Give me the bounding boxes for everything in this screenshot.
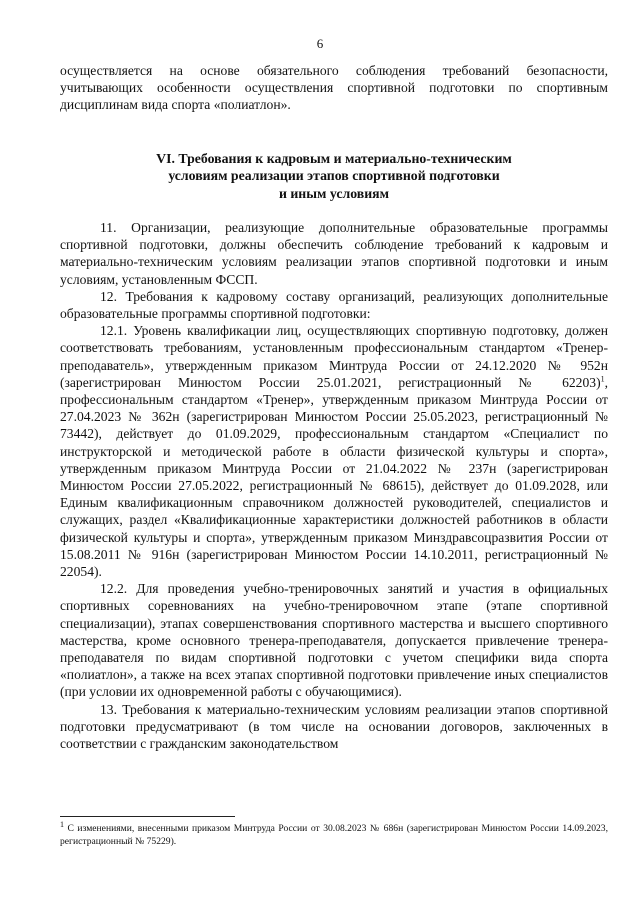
paragraph-12-1-part-1: 12.1. Уровень квалификации лиц, осуществляющих спортивную подготовку, должен соответствовать требованиям, установленным профессиональным стандартом «Тренер-преподаватель», утвержденным приказом Минтруда России от 24.12.2020 № 952н (зарегистрирован Минюстом России 25.01.2021, регистрационный № 62203) bbox=[60, 323, 608, 390]
intro-paragraph: осуществляется на основе обязательного соблюдения требований безопасности, учитывающих особенности осуществления спортивной подготовки по спортивным дисциплинам вида спорта «полиатлон». bbox=[60, 63, 608, 113]
footnote-mark: 1 bbox=[60, 819, 64, 829]
paragraph-12-2: 12.2. Для проведения учебно-тренировочных занятий и участия в официальных спортивных соревнованиях на учебно-тренировочном этапе (этапе спортивной специализации), этапах совершенствования спортивного мастерства и высшего спортивного мастерства, кроме основного тренера-преподавателя, допускается привлечение тренера-преподавателя по видам спортивной подготовки с учетом специфики вида спорта «полиатлон», а также на всех этапах спортивной подготовки привлечение иных специалистов (при условии их одновременной работы с обучающимися). bbox=[60, 581, 608, 700]
footnote-text: С изменениями, внесенными приказом Минтруда России от 30.08.2023 № 686н (зарегистрирован Минюстом России 14.09.2023, регистрационный № 75229). bbox=[60, 823, 608, 847]
section-heading bbox=[60, 150, 608, 202]
footnote bbox=[60, 819, 608, 848]
section-heading-line-2: условиям реализации этапов спортивной подготовки bbox=[168, 168, 500, 184]
intro-paragraph-block bbox=[60, 62, 608, 114]
footnote-reference[interactable]: 1 bbox=[600, 374, 605, 384]
section-heading-line-3: и иным условиям bbox=[278, 185, 390, 201]
paragraph-12: 12. Требования к кадровому составу организаций, реализующих дополнительные образовательные программы спортивной подготовки: bbox=[60, 288, 608, 322]
section-heading-line-1: VI. Требования к кадровым и материально-техническим bbox=[156, 151, 512, 166]
page-number: 6 bbox=[316, 36, 324, 51]
paragraph-13: 13. Требования к материально-техническим условиям реализации этапов спортивной подготовки предусматривают (в том числе на основании договоров, заключенных в соответствии с гражданским законодательством bbox=[60, 701, 608, 752]
main-body bbox=[60, 219, 608, 752]
paragraph-12-1 bbox=[60, 322, 608, 580]
footnote-divider bbox=[60, 816, 235, 817]
paragraph-11: 11. Организации, реализующие дополнительные образовательные программы спортивной подготовки, должны обеспечить соблюдение требований к кадровым и материально-техническим условиям реализации этапов спортивной подготовки и иным условиям, установленным ФССП. bbox=[60, 220, 608, 287]
paragraph-12-1-part-2: , профессиональным стандартом «Тренер», утвержденным приказом Минтруда России от 27.04.2023 № 362н (зарегистрирован Минюстом России 25.05.2023, регистрационный № 73442), действует до 01.09.2029, профессиональным стандартом «Специалист по инструкторской и методической работе в области физической культуры и спорта», утвержденным приказом Минтруда России от 21.04.2022 № 237н (зарегистрирован Минюстом России 27.05.2022, регистрационный № 68615), действует до 01.09.2028, или Единым квалификационным справочником должностей руководителей, специалистов и служащих, раздел «Квалификационные характеристики должностей работников в области физической культуры и спорта», утвержденным приказом Минздравсоцразвития России от 15.08.2011 № 916н (зарегистрирован Минюстом России 14.10.2011, регистрационный № 22054). bbox=[60, 374, 608, 580]
